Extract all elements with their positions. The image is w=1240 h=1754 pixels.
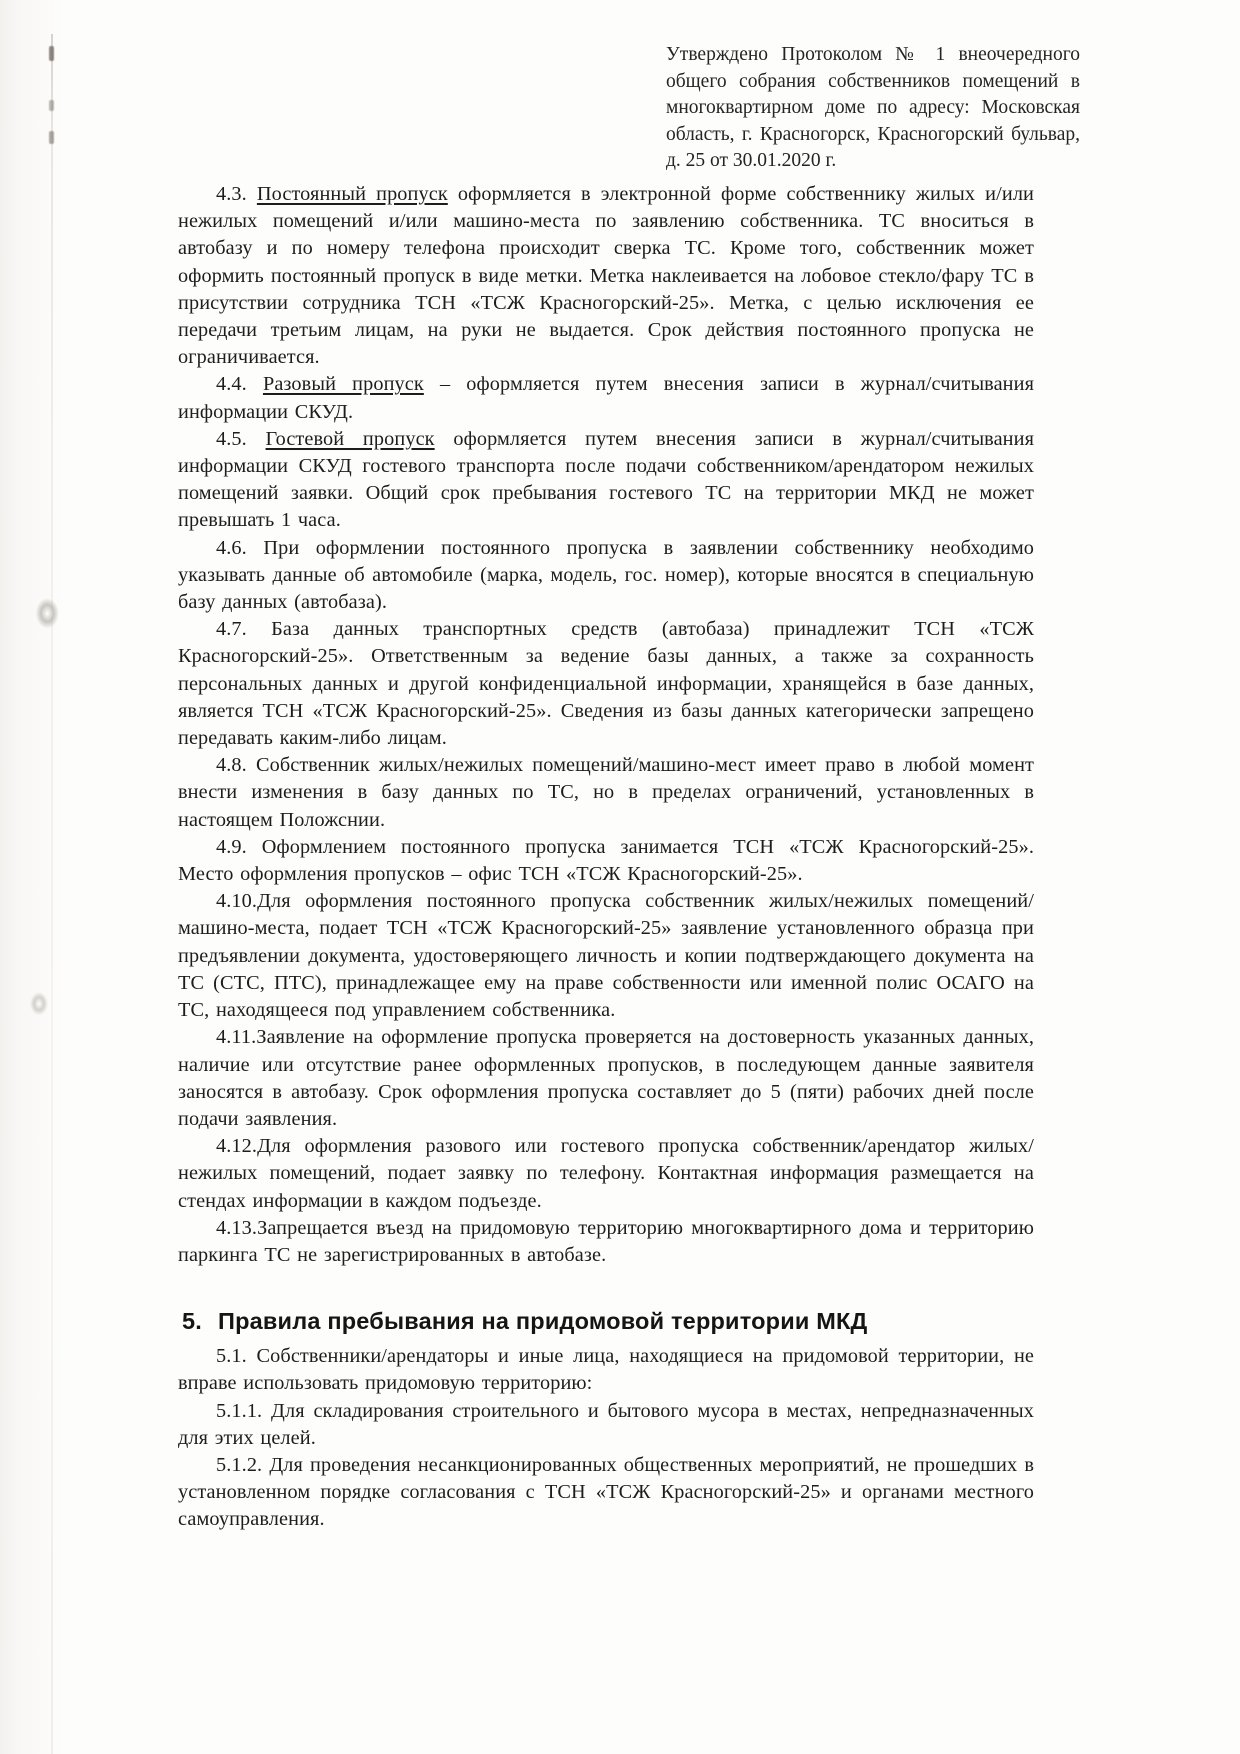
clause-text: – оформляется путем внесения записи в журнал/считывания информации СКУД. — [178, 373, 1035, 423]
document-body — [178, 181, 1034, 1534]
clause-text: Для складирования строительного и бытового мусора в местах, непредназначенных для этих целей. — [178, 1399, 1034, 1449]
clause-text: оформляется в электронной форме собственнику жилых и/или нежилых помещений и/или машино-места по заявлению собственника. ТС вноситься в автобазу и по номеру телефона происходит сверка ТС. Кроме того, собственник может оформить постоянный пропуск в виде метки. Метка наклеивается на лобовое стекло/фару ТС в присутствии сотрудника ТСН «ТСЖ Красногорский-25». Метка, с целью исключения ее передачи третьим лицам, на руки не выдается. Срок действия постоянного пропуска не ограничивается. — [178, 183, 1034, 369]
clause-text: База данных транспортных средств (автобаза) принадлежит ТСН «ТСЖ Красногорский-25». Ответственным за ведение базы данных, а также за сохранность персональных данных и другой конфиденциальной информации, хранящейся в базе данных, является ТСН «ТСЖ Красногорский-25». Сведения из базы данных категорически запрещено передавать каким-либо лицам. — [178, 618, 1034, 750]
clause-text: Собственник жилых/нежилых помещений/машино-мест имеет право в любой момент внести изменения в базу данных по ТС, но в пределах ограничений, установленных в настоящем Положснии. — [178, 754, 1034, 831]
clause-number: 4.13. — [216, 1216, 258, 1239]
clause-term: Постоянный пропуск — [256, 183, 448, 205]
clause-text: При оформлении постоянного пропуска в заявлении собственнику необходимо указывать данные об автомобиле (марка, модель, гос. номер), которые вносятся в специальную базу данных (автобаза). — [178, 536, 1034, 614]
clause-number: 4.6. — [216, 536, 247, 559]
clause-4-3 — [178, 181, 1034, 371]
clause-4-11 — [178, 1024, 1034, 1133]
scan-speck — [49, 131, 54, 144]
clause-5-1 — [178, 1343, 1034, 1397]
clause-5-1-2 — [178, 1452, 1034, 1534]
clause-text: Для оформления разового или гостевого пропуска собственник/арендатор жилых/нежилых помещений, подает заявку по телефону. Контактная информация размещается на стендах информации в каждом подъезде. — [178, 1135, 1034, 1212]
clause-4-4 — [178, 371, 1034, 425]
clause-4-7 — [178, 616, 1034, 752]
clause-text: Для оформления постоянного пропуска собственник жилых/нежилых помещений/машино-места, подает ТСН «ТСЖ Красногорский-25» заявление установленного образца при предъявлении документа, удостоверяющего личность и копии подтверждающего документа на ТС (СТС, ПТС), принадлежащее ему на праве собственности или именной полис ОСАГО на ТС, находящееся под управлением собственника. — [178, 890, 1034, 1022]
clause-text: Заявление на оформление пропуска проверяется на достоверность указанных данных, наличие или отсутствие ранее оформленных пропусков, в последующем данные заявителя заносятся в автобазу. Срок оформления пропуска составляет до 5 (пяти) рабочих дней после подачи заявления. — [178, 1026, 1034, 1130]
clause-text: Собственники/арендаторы и иные лица, находящиеся на придомовой территории, не вправе использовать придомовую территорию: — [178, 1345, 1035, 1395]
clause-5-1-1 — [178, 1398, 1034, 1452]
clause-text: Для проведения несанкционированных общественных мероприятий, не прошедших в установленном порядке согласования с ТСН «ТСЖ Красногорский-25» и органами местного самоуправления. — [178, 1453, 1034, 1531]
scan-speck — [49, 100, 54, 111]
approval-note: Утверждено Протоколом № 1 внеочередного общего собрания собственников помещений в многоквартирном доме по адресу: Московская область, г. Красногорск, Красногорский бульвар, д. 25 от 30.01.2020 г. — [666, 44, 1080, 172]
clause-text: оформляется путем внесения записи в журнал/считывания информации СКУД гостевого транспорта после подачи собственником/арендатором нежилых помещений заявки. Общий срок пребывания гостевого ТС на территории МКД не может превышать 1 часа. — [178, 427, 1035, 532]
clause-number: 4.9. — [216, 835, 247, 858]
clause-number: 4.4. — [216, 373, 247, 396]
clause-term: Разовый пропуск — [262, 373, 424, 396]
clause-4-6 — [178, 535, 1034, 617]
scan-blob — [28, 992, 48, 1018]
clause-number: 4.5. — [216, 427, 247, 450]
scan-speck — [49, 46, 54, 61]
clause-number: 4.3. — [216, 183, 247, 205]
scan-blob — [33, 598, 59, 632]
section-5-heading — [182, 1306, 1034, 1336]
clause-4-13 — [178, 1215, 1034, 1269]
clause-number: 5.1. — [216, 1345, 247, 1368]
clause-4-9 — [178, 834, 1034, 888]
clause-number: 4.8. — [216, 754, 247, 777]
clause-4-12 — [178, 1133, 1034, 1215]
clause-number: 4.12. — [216, 1135, 258, 1158]
clause-number: 4.11. — [216, 1026, 257, 1049]
clause-text: Оформлением постоянного пропуска занимается ТСН «ТСЖ Красногорский-25». Место оформления пропусков – офис ТСН «ТСЖ Красногорский-25». — [178, 835, 1034, 886]
clause-number: 4.7. — [216, 618, 247, 641]
clause-number: 4.10. — [216, 890, 258, 913]
section-title: Правила пребывания на придомовой территории МКД — [218, 1308, 868, 1335]
clause-term: Гостевой пропуск — [265, 427, 435, 450]
scan-edge-line — [51, 34, 53, 1754]
clause-4-10 — [178, 888, 1034, 1024]
section-number: 5. — [182, 1308, 202, 1335]
clause-number: 5.1.1. — [216, 1399, 263, 1422]
clause-text: Запрещается въезд на придомовую территорию многоквартирного дома и территорию паркинга ТС не зарегистрированных в автобазе. — [178, 1216, 1034, 1266]
clause-4-8 — [178, 752, 1034, 834]
clause-number: 5.1.2. — [216, 1453, 263, 1476]
clause-4-5 — [178, 426, 1034, 535]
